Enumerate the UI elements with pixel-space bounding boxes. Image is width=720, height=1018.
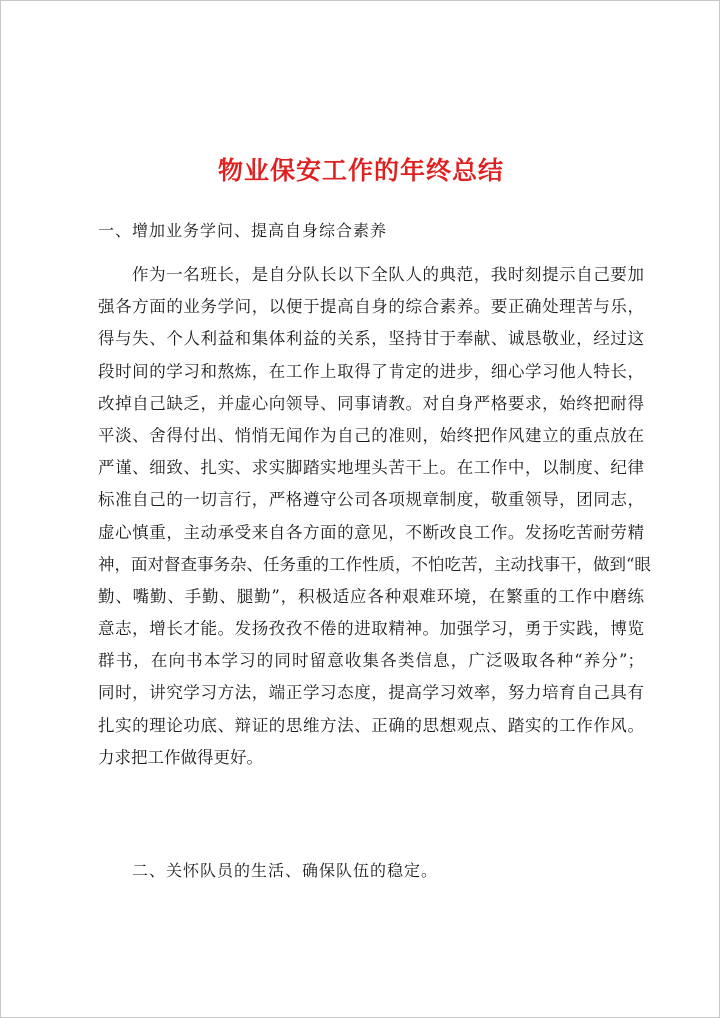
paragraph-line: 强各方面的业务学问，以便于提高自身的综合素养。要正确处理苦与乐， <box>98 297 644 317</box>
paragraph-line: 群书，在向书本学习的同时留意收集各类信息，广泛吸取各种“养分”； <box>98 651 644 671</box>
document-title: 物业保安工作的年终总结 <box>217 156 504 185</box>
paragraph-line: 标准自己的一切言行，严格遵守公司各项规章制度，敬重领导，团同志， <box>98 490 644 510</box>
paragraph-line: 改掉自己缺乏，并虚心向领导、同事请教。对自身严格要求，始终把耐得 <box>98 393 644 413</box>
paragraph-line: 严谨、细致、扎实、求实脚踏实地埋头苦干上。在工作中，以制度、纪律 <box>98 458 644 478</box>
section-heading-1: 一、增加业务学问、提高自身综合素养 <box>98 221 388 240</box>
section-heading-2: 二、关怀队员的生活、确保队伍的稳定。 <box>132 861 439 880</box>
paragraph-line: 扎实的理论功底、辩证的思维方法、正确的思想观点、踏实的工作作风。 <box>98 715 644 735</box>
paragraph-line: 力求把工作做得更好。 <box>98 747 263 767</box>
paragraph-line: 勤、嘴勤、手勤、腿勤”，积极适应各种艰难环境，在繁重的工作中磨练 <box>98 586 644 606</box>
paragraph-line: 同时，讲究学习方法，端正学习态度，提高学习效率，努力培育自己具有 <box>98 683 644 703</box>
paragraph-line: 得与失、个人利益和集体利益的关系，坚持甘于奉献、诚恳敬业，经过这 <box>98 329 644 349</box>
paragraph-line: 段时间的学习和熬炼，在工作上取得了肯定的进步，细心学习他人特长， <box>98 361 644 381</box>
paragraph-line: 虚心慎重，主动承受来自各方面的意见，不断改良工作。发扬吃苦耐劳精 <box>98 522 644 542</box>
paragraph-line: 平淡、舍得付出、悄悄无闻作为自己的准则，始终把作风建立的重点放在 <box>98 425 644 445</box>
paragraph-line: 作为一名班长，是自分队长以下全队人的典范，我时刻提示自己要加 <box>132 265 644 284</box>
paragraph-1 <box>98 259 651 774</box>
paragraph-line: 意志，增长才能。发扬孜孜不倦的进取精神。加强学习，勇于实践，博览 <box>98 619 644 639</box>
paragraph-line: 神，面对督查事务杂、任务重的工作性质，不怕吃苦，主动找事干，做到“眼 <box>98 554 651 574</box>
